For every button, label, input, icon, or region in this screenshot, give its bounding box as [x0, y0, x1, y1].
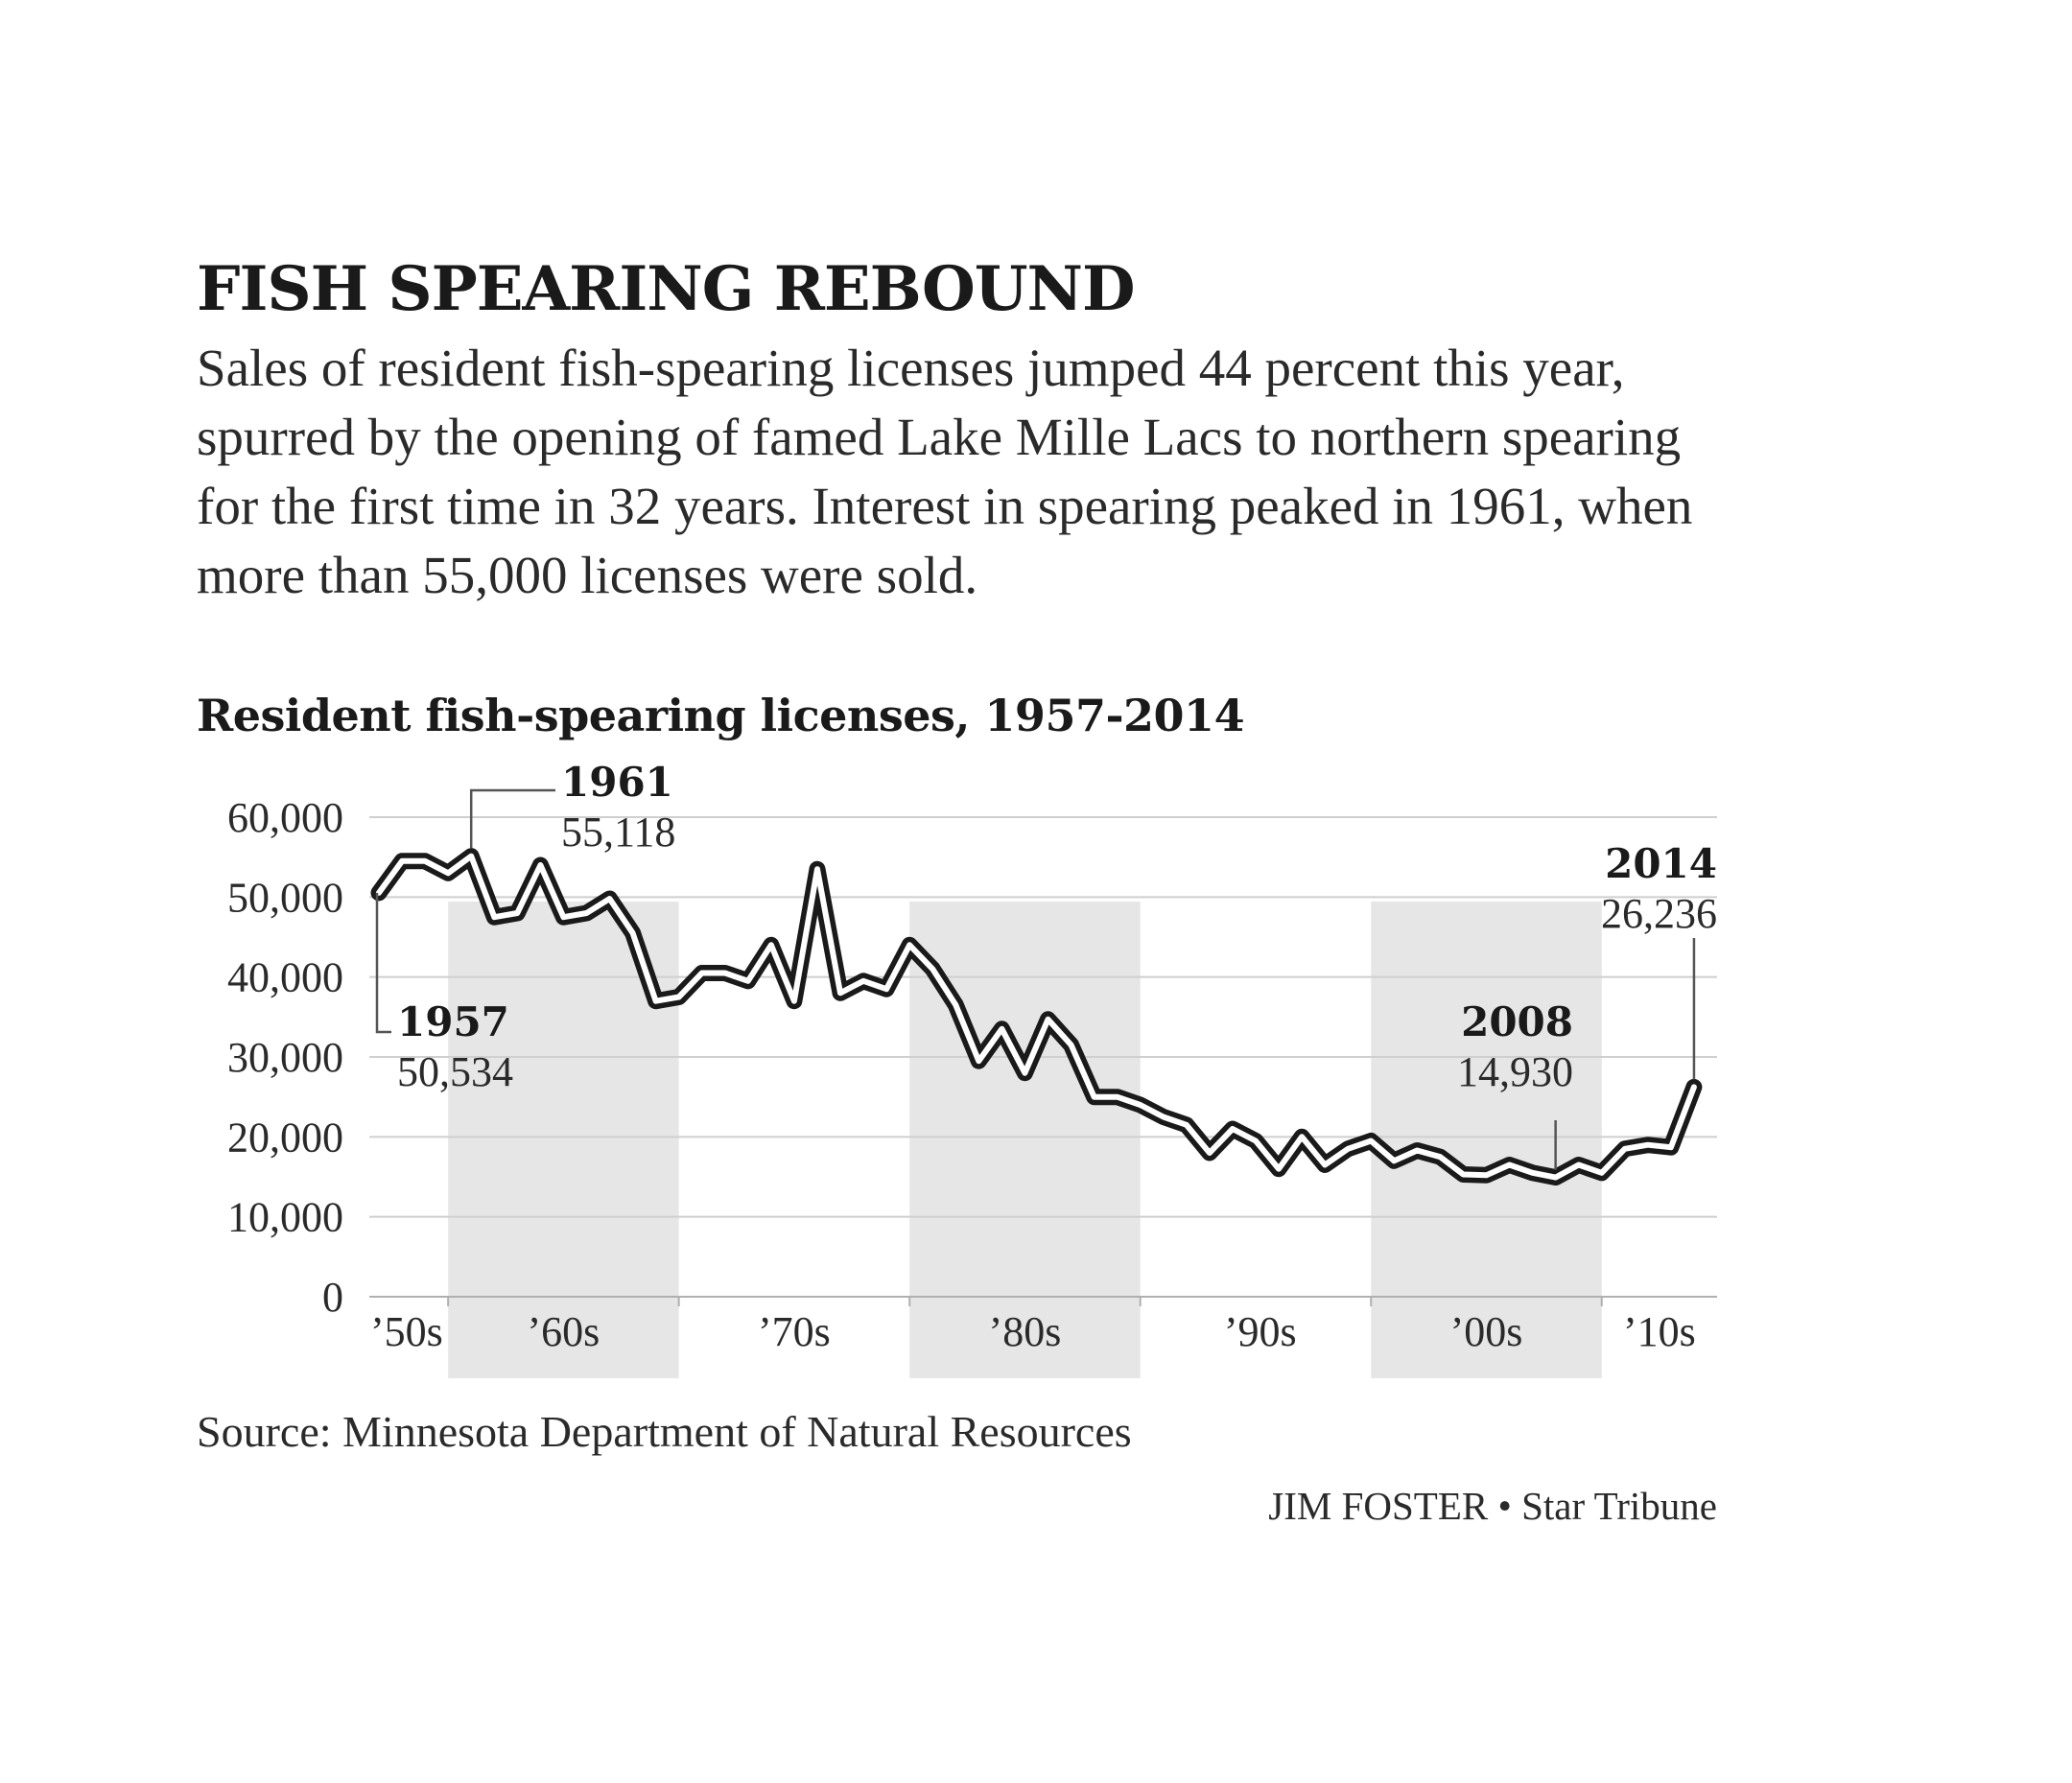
data-point [1092, 1094, 1097, 1100]
data-point [953, 1002, 958, 1008]
data-point [560, 914, 566, 920]
annotation-year: 1957 [397, 998, 509, 1045]
decade-bands [448, 902, 1602, 1378]
y-tick-label: 40,000 [227, 953, 343, 1001]
data-point [537, 862, 543, 868]
data-point [1161, 1114, 1166, 1120]
data-point [1184, 1122, 1189, 1128]
annotation-leader [471, 790, 555, 849]
data-point [630, 930, 636, 936]
annotation-year: 2008 [1461, 998, 1573, 1045]
x-tick-label: ’90s [1223, 1308, 1297, 1355]
data-point [814, 866, 820, 872]
data-point [745, 978, 751, 984]
data-point [699, 971, 705, 976]
data-point [1668, 1144, 1674, 1150]
data-point [1368, 1138, 1374, 1144]
data-point [1599, 1170, 1605, 1176]
data-point [1253, 1138, 1259, 1144]
y-tick-label: 30,000 [227, 1034, 343, 1081]
chart-subtitle: Resident fish-spearing licenses, 1957-2014 [197, 690, 1245, 741]
y-axis [227, 794, 343, 1321]
y-tick-label: 0 [322, 1274, 343, 1321]
y-tick-label: 10,000 [227, 1193, 343, 1241]
decade-band [1371, 902, 1602, 1378]
data-point [583, 910, 589, 916]
annotation-year: 2014 [1605, 840, 1717, 887]
data-point [653, 998, 659, 1004]
data-point [906, 942, 912, 948]
data-point [399, 858, 405, 864]
y-tick-label: 20,000 [227, 1114, 343, 1161]
data-point [1345, 1146, 1351, 1152]
data-point [1414, 1148, 1420, 1154]
x-tick-label: ’70s [758, 1308, 831, 1355]
data-point [1483, 1172, 1489, 1178]
data-point [676, 995, 682, 1000]
data-point [1460, 1172, 1466, 1178]
data-point [1553, 1175, 1559, 1181]
data-point [722, 971, 728, 976]
data-point [1576, 1162, 1582, 1168]
data-point [791, 998, 797, 1004]
data-point [1691, 1084, 1697, 1090]
data-point [860, 978, 866, 984]
data-point [930, 966, 935, 972]
data-point [1322, 1162, 1328, 1168]
data-point [1622, 1146, 1628, 1152]
data-point [1391, 1158, 1397, 1163]
data-point [883, 986, 889, 992]
credit-line: JIM FOSTER • Star Tribune [1268, 1484, 1717, 1528]
data-point [976, 1058, 981, 1064]
data-point [768, 942, 774, 948]
annotation-leader [377, 893, 391, 1032]
annotation-year: 1961 [561, 759, 673, 806]
x-tick-label: ’80s [988, 1308, 1062, 1355]
data-point [468, 854, 474, 859]
data-point [1507, 1162, 1513, 1168]
data-point [1022, 1070, 1027, 1076]
x-tick-label: ’60s [527, 1308, 600, 1355]
data-point [1645, 1142, 1651, 1148]
data-point [514, 910, 520, 916]
data-point [837, 990, 843, 996]
data-point [1207, 1150, 1213, 1156]
y-tick-label: 50,000 [227, 874, 343, 922]
data-point [607, 896, 613, 902]
data-point [1069, 1043, 1074, 1048]
annotation-value: 26,236 [1601, 890, 1717, 937]
x-tick-label: ’00s [1449, 1308, 1523, 1355]
x-tick-label: ’10s [1622, 1308, 1696, 1355]
y-tick-label: 60,000 [227, 794, 343, 841]
intro-text: Sales of resident fish-spearing licenses jumped 44 percent this year, spurred by the opening of famed Lake Mille Lacs to northern spearing for the first time in 32 years. Interest in spearing peaked in 1961, when more than 55,000 licenses were sold. [197, 339, 1693, 604]
data-point [1230, 1126, 1236, 1132]
annotation-value: 14,930 [1457, 1048, 1573, 1095]
annotation-value: 55,118 [561, 809, 676, 856]
annotation-value: 50,534 [397, 1048, 513, 1095]
data-point [422, 858, 428, 864]
data-point [1299, 1134, 1305, 1139]
data-point [1115, 1094, 1120, 1100]
source-note: Source: Minnesota Department of Natural Resources [197, 1407, 1132, 1456]
data-point [445, 870, 451, 876]
data-point [1046, 1017, 1051, 1022]
data-point [1530, 1170, 1536, 1176]
data-point [1138, 1102, 1143, 1108]
data-point [1437, 1154, 1443, 1160]
x-tick-label: ’50s [369, 1308, 443, 1355]
data-point [999, 1026, 1004, 1032]
chart-title: FISH SPEARING REBOUND [197, 253, 1135, 325]
data-point [491, 914, 497, 920]
data-point [1276, 1166, 1282, 1172]
